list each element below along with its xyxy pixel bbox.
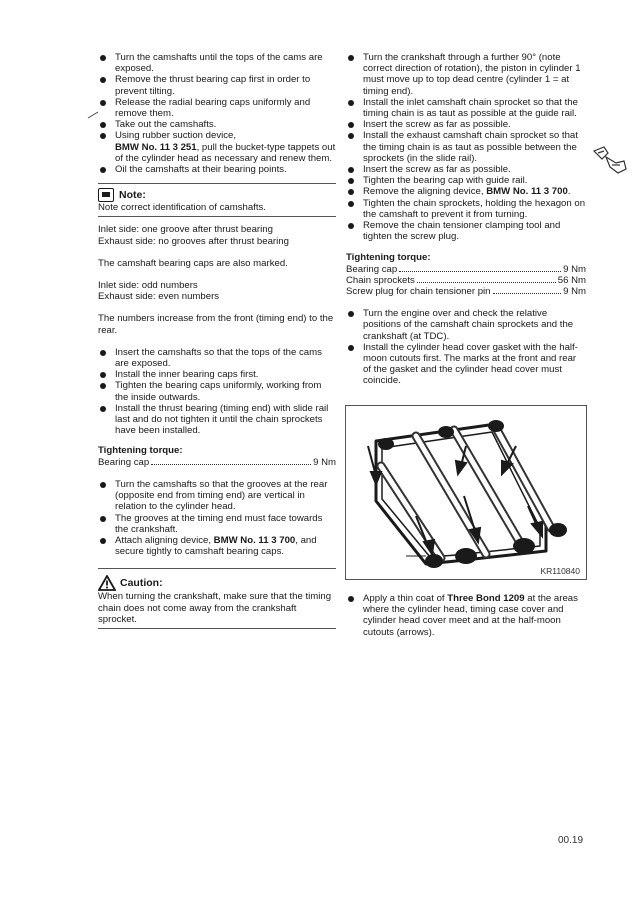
list-item: Remove the thrust bearing cap first in order to prevent tilting. xyxy=(98,74,336,96)
inlet-line: Inlet side: one groove after thrust bearing xyxy=(98,224,273,236)
figure-label: KR110840 xyxy=(540,565,580,576)
right-column xyxy=(346,52,586,387)
list-item: Turn the engine over and check the relative positions of the camshaft chain sprockets and the crankshaft (at TDC). xyxy=(346,308,586,342)
torque-label: Bearing cap xyxy=(346,263,398,275)
align-text-pre: Attach aligning device, xyxy=(115,534,214,546)
left-column xyxy=(98,52,336,629)
list-item xyxy=(346,593,586,638)
margin-mark xyxy=(87,111,99,119)
list-item xyxy=(98,130,336,164)
note-icon xyxy=(98,188,114,202)
suction-text-post: , pull the bucket-type tappets out of the cylinder head as necessary and renew them. xyxy=(115,141,336,164)
list-item: Insert the camshafts so that the tops of the cams are exposed. xyxy=(98,347,336,369)
list-item: Install the inlet camshaft chain sprocket so that the timing chain is as taut as possible at the guide rail. xyxy=(346,97,586,119)
instruction-list-2 xyxy=(98,347,336,437)
torque-value: 9 Nm xyxy=(563,286,586,298)
divider xyxy=(98,183,336,184)
remove-text-pre: Remove the aligning device, xyxy=(363,186,487,198)
list-item: Release the radial bearing caps uniformly and remove them. xyxy=(98,97,336,119)
torque-label: Screw plug for chain tensioner pin xyxy=(346,286,491,298)
instruction-list-1 xyxy=(98,52,336,175)
note-text: Note correct identification of camshafts. xyxy=(98,202,266,214)
torque-row xyxy=(346,275,586,286)
caps-marked: The camshaft bearing caps are also marked. xyxy=(98,257,288,269)
list-item: Install the thrust bearing (timing end) with slide rail last and do not tighten it until the chain sprockets have been installed. xyxy=(98,403,336,437)
inlet-odd: Inlet side: odd numbers xyxy=(98,280,198,292)
torque-label: Bearing cap xyxy=(98,456,150,468)
list-item: Take out the camshafts. xyxy=(98,119,336,130)
instruction-list-3 xyxy=(98,479,336,557)
tool-number: BMW No. 11 3 251 xyxy=(115,141,197,153)
exhaust-line: Exhaust side: no grooves after thrust bearing xyxy=(98,235,289,247)
list-item: Tighten the bearing cap with guide rail. xyxy=(346,175,586,186)
list-item: Tighten the chain sprockets, holding the hexagon on the camshaft to prevent it from turning. xyxy=(346,198,586,220)
list-item: Turn the camshafts until the tops of the cams are exposed. xyxy=(98,52,336,74)
divider xyxy=(98,628,336,629)
gasket-figure xyxy=(345,405,587,580)
page-number: 00.19 xyxy=(558,835,584,846)
list-item: Insert the screw as far as possible. xyxy=(346,164,586,175)
apply-text-pre: Apply a thin coat of xyxy=(363,593,448,604)
remove-text-post: . xyxy=(567,186,571,198)
torque-title: Tightening torque: xyxy=(346,252,431,264)
list-item xyxy=(346,186,586,197)
instruction-list-5 xyxy=(346,308,586,386)
numbers-increase: The numbers increase from the front (timing end) to the rear. xyxy=(98,313,334,336)
torque-value: 9 Nm xyxy=(563,263,586,275)
caution-label: Caution: xyxy=(120,576,163,589)
torque-title: Tightening torque: xyxy=(98,445,183,457)
instruction-list-4 xyxy=(346,52,586,242)
list-item: Install the exhaust camshaft chain sprocket so that the timing chain is as taut as possible between the sprockets (in the slide rail). xyxy=(346,130,586,164)
list-item xyxy=(98,535,336,557)
divider xyxy=(98,568,336,569)
torque-value: 56 Nm xyxy=(557,274,586,286)
exhaust-even: Exhaust side: even numbers xyxy=(98,291,220,303)
torque-value: 9 Nm xyxy=(313,456,336,468)
instruction-list-6 xyxy=(346,593,586,638)
list-item: Remove the chain tensioner clamping tool and tighten the screw plug. xyxy=(346,220,586,242)
list-item: Turn the camshafts so that the grooves at the rear (opposite end from timing end) are vertical in relation to the cylinder head. xyxy=(98,479,336,513)
note-label: Note: xyxy=(119,188,146,201)
tool-number: BMW No. 11 3 700 xyxy=(213,534,296,546)
warning-icon xyxy=(98,575,116,591)
wrench-hand-icon xyxy=(592,143,628,177)
list-item: Oil the camshafts at their bearing points. xyxy=(98,164,336,175)
list-item: Turn the crankshaft through a further 90° (note correct direction of rotation), the piston in cylinder 1 must move up to top dead centre (cylinder 1 = at timing end). xyxy=(346,52,586,97)
caution-text: When turning the crankshaft, make sure that the timing chain does not come away from the crankshaft sprocket. xyxy=(98,591,332,625)
apply-text-post: at the areas where the cylinder head, timing case cover and cylinder head cover meet and at the half-moon cutouts (arrows). xyxy=(363,593,578,638)
tool-number: BMW No. 11 3 700 xyxy=(486,186,568,198)
product-name: Three Bond 1209 xyxy=(447,593,525,604)
gasket-illustration xyxy=(346,406,586,579)
torque-label: Chain sprockets xyxy=(346,274,415,286)
torque-row xyxy=(98,457,336,468)
list-item: Install the inner bearing caps first. xyxy=(98,369,336,380)
list-item: Insert the screw as far as possible. xyxy=(346,119,586,130)
suction-text-pre: Using rubber suction device, xyxy=(115,130,237,142)
list-item: The grooves at the timing end must face towards the crankshaft. xyxy=(98,513,336,535)
align-text-post: , and secure tightly to camshaft bearing caps. xyxy=(115,534,317,558)
right-column-bottom xyxy=(346,593,586,638)
caution-heading xyxy=(98,575,336,591)
torque-row xyxy=(346,286,586,297)
note-heading xyxy=(98,188,336,202)
list-item: Install the cylinder head cover gasket with the half-moon cutouts first. The marks at the front and rear of the gasket and the cylinder head cover must coincide. xyxy=(346,342,586,387)
torque-row xyxy=(346,264,586,275)
list-item: Tighten the bearing caps uniformly, working from the inside outwards. xyxy=(98,380,336,402)
